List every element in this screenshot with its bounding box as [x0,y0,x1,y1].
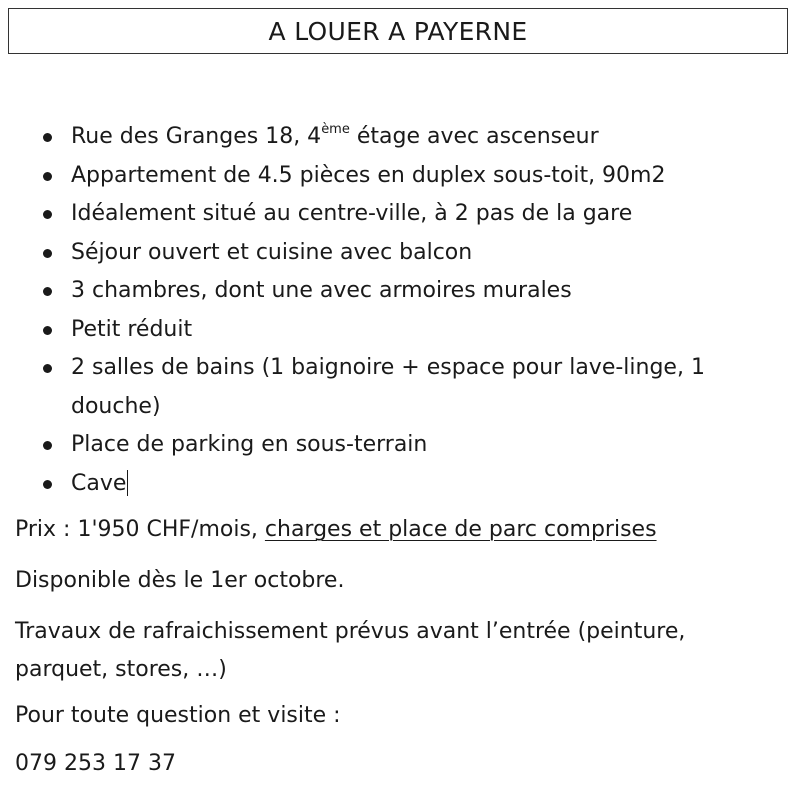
superscript: ème [321,122,350,137]
list-item [0,426,721,465]
title-box [8,8,788,54]
list-item-text: étage avec ascenseur [349,124,599,149]
bullet-icon [43,326,52,335]
list-item-text[interactable]: Cave [71,470,127,496]
list-item-text: 3 chambres, dont une avec armoires murales [71,278,572,303]
list-item [0,311,721,350]
works-paragraph: Travaux de rafraichissement prévus avant l’entrée (peinture, parquet, stores, …) [15,619,686,682]
list-item-text: Séjour ouvert et cuisine avec balcon [71,239,473,265]
price-line [15,511,715,549]
bullet-icon [43,210,52,219]
list-item[interactable] [0,465,721,504]
list-item-text: Petit réduit [71,316,193,342]
availability-line: Disponible dès le 1er octobre. [15,568,345,593]
bullet-icon [43,480,52,489]
price-label: Prix : 1'950 CHF/mois, [15,517,265,542]
list-item [0,118,721,157]
phone-number: 079 253 17 37 [15,751,176,776]
bullet-icon [43,287,52,296]
list-item-text: Rue des Granges 18, 4 [71,124,322,149]
list-item-text: Appartement de 4.5 pièces en duplex sous-toit, 90m2 [71,162,666,188]
features-list [0,118,790,503]
list-item-text: 2 salles de bains (1 baignoire + espace pour lave-linge, 1 douche) [71,355,705,419]
list-item [0,195,721,234]
page-title: A LOUER A PAYERNE [268,16,528,46]
bullet-icon [43,249,52,258]
list-item [0,157,721,196]
bullet-icon [43,133,52,142]
list-item [0,272,721,311]
text-cursor [127,470,128,496]
bullet-icon [43,364,52,373]
bullet-icon [43,441,52,450]
list-item-text: Idéalement situé au centre-ville, à 2 pas de la gare [71,201,633,226]
bullet-icon [43,172,52,181]
contact-label: Pour toute question et visite : [15,703,341,728]
price-conditions: charges et place de parc comprises [264,517,657,542]
list-item [0,349,721,426]
list-item-text: Place de parking en sous-terrain [71,432,428,457]
list-item [0,234,721,273]
